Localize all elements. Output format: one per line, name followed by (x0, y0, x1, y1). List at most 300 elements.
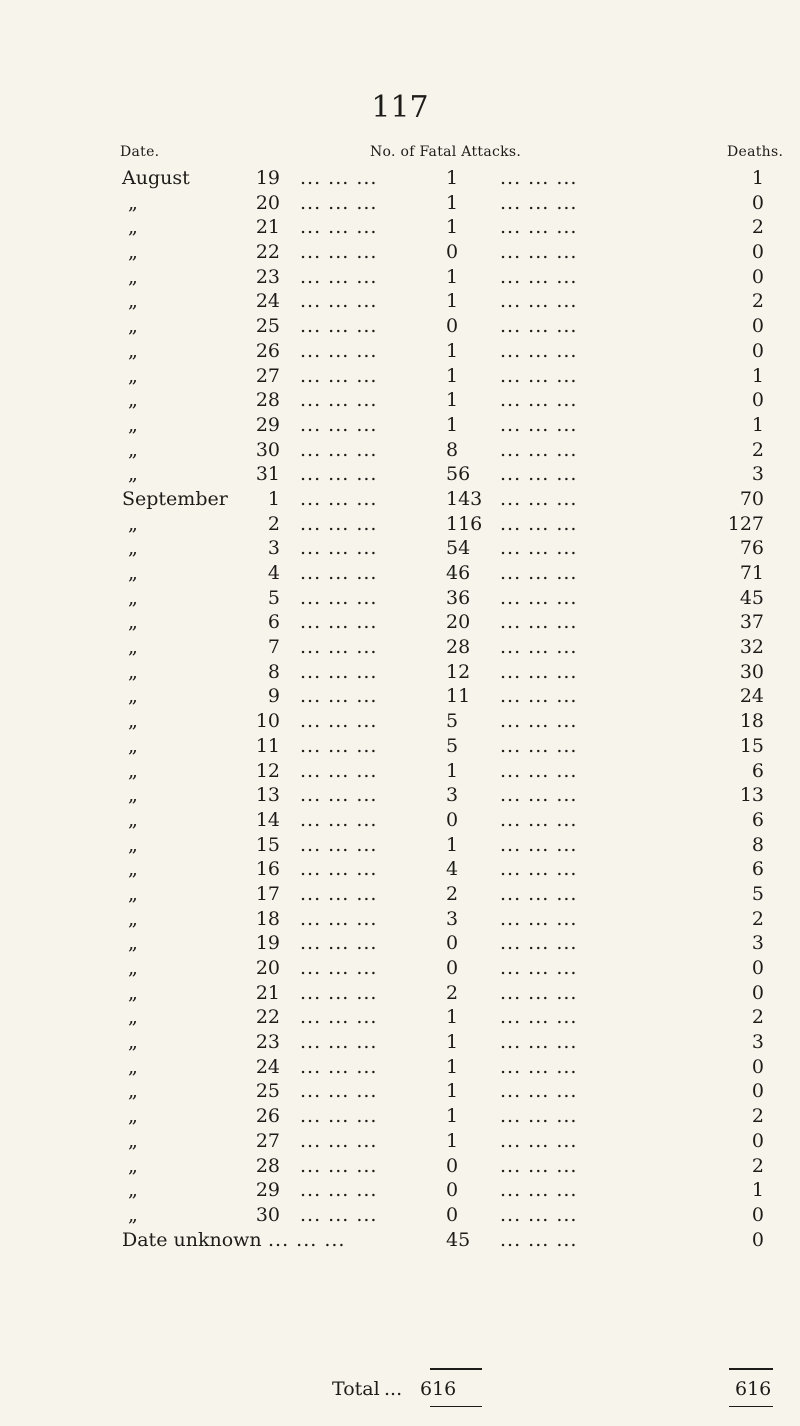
table-row (0, 462, 800, 487)
leader-dots: ... ... ... (300, 660, 378, 683)
leader-dots: ... ... ... (300, 1154, 378, 1177)
leader-dots: ... ... ... (300, 167, 378, 189)
leader-dots: ... ... ... (500, 1031, 578, 1054)
table-row (0, 191, 800, 216)
row-attacks: 1 (446, 339, 459, 362)
ditto-mark: „ (128, 685, 138, 708)
row-day: 26 (255, 339, 280, 362)
leader-dots: ... ... ... (300, 957, 378, 979)
row-deaths: 18 (739, 710, 764, 733)
leader-dots: ... ... ... (300, 216, 378, 239)
row-attacks: 3 (446, 784, 459, 807)
leader-dots: ... ... ... (500, 537, 578, 560)
leader-dots: ... ... ... (300, 1080, 378, 1103)
ditto-mark: „ (128, 413, 138, 436)
row-deaths: 0 (751, 191, 764, 214)
row-deaths: 127 (727, 512, 764, 535)
row-deaths: 8 (751, 833, 764, 856)
ditto-mark: „ (128, 858, 138, 881)
ditto-mark: „ (128, 290, 138, 313)
row-deaths: 13 (739, 784, 764, 807)
leader-dots: ... ... ... (500, 1179, 578, 1202)
row-day: 7 (267, 636, 280, 659)
leader-dots: ... ... ... (500, 339, 578, 362)
ditto-mark: „ (128, 315, 138, 338)
leader-dots: ... ... ... (500, 1055, 578, 1078)
ditto-mark: „ (128, 191, 138, 214)
row-attacks: 1 (446, 290, 459, 313)
table-row (0, 931, 800, 956)
row-day: 28 (255, 389, 280, 412)
row-attacks: 2 (446, 882, 459, 905)
leader-dots: ... ... ... (500, 882, 578, 905)
row-deaths: 2 (751, 216, 764, 239)
leader-dots: ... ... ... (300, 389, 378, 412)
leader-dots: ... ... ... (300, 290, 378, 313)
row-deaths: 24 (739, 685, 764, 708)
row-day: 22 (255, 1006, 280, 1029)
ditto-mark: „ (128, 907, 138, 930)
table-row (0, 907, 800, 932)
row-deaths: 0 (751, 265, 764, 288)
ditto-mark: „ (128, 1105, 138, 1128)
row-day: 23 (255, 1031, 280, 1054)
leader-dots: ... ... ... (500, 1105, 578, 1128)
header-attacks: No. of Fatal Attacks. (370, 144, 522, 160)
leader-dots: ... ... ... (500, 191, 578, 214)
leader-dots: ... ... ... (500, 932, 578, 955)
ditto-mark: „ (128, 611, 138, 634)
row-deaths: 2 (751, 907, 764, 930)
row-deaths: 2 (751, 290, 764, 313)
row-day: 22 (255, 241, 280, 264)
table-row (0, 561, 800, 586)
table-row (0, 215, 800, 240)
row-attacks: 1 (446, 389, 459, 412)
table-row (0, 734, 800, 759)
leader-dots: ... ... ... (500, 364, 578, 387)
leader-dots: ... ... ... (500, 660, 578, 683)
row-day: 1 (267, 487, 280, 510)
leader-dots: ... ... ... (500, 265, 578, 288)
table-row (0, 660, 800, 685)
ditto-mark: „ (128, 1203, 138, 1226)
row-day: 11 (255, 734, 280, 757)
leader-dots: ... ... ... (500, 167, 578, 189)
ditto-mark: „ (128, 932, 138, 955)
ditto-mark: „ (128, 734, 138, 757)
leader-dots: ... ... ... (300, 636, 378, 659)
row-day: 10 (255, 710, 280, 733)
ditto-mark: „ (128, 833, 138, 856)
row-day: 2 (267, 512, 280, 535)
row-deaths: 3 (751, 932, 764, 955)
row-attacks: 0 (446, 932, 459, 955)
table-row (0, 833, 800, 858)
table-row (0, 1154, 800, 1179)
leader-dots: ... ... ... (300, 487, 378, 510)
leader-dots: ... ... ... (500, 907, 578, 930)
row-deaths: 0 (751, 1203, 764, 1226)
row-attacks: 143 (446, 487, 483, 510)
leader-dots: ... ... ... (500, 512, 578, 535)
row-attacks: 5 (446, 710, 459, 733)
leader-dots: ... ... ... (500, 290, 578, 313)
row-attacks: 1 (446, 1031, 459, 1054)
leader-dots: ... ... ... (300, 438, 378, 461)
row-deaths: 0 (751, 1129, 764, 1152)
leader-dots: ... ... ... (300, 882, 378, 905)
leader-dots: ... ... ... (500, 1228, 578, 1251)
row-deaths: 1 (751, 364, 764, 387)
row-attacks: 8 (446, 438, 459, 461)
row-attacks: 5 (446, 734, 459, 757)
row-deaths: 32 (739, 636, 764, 659)
row-day: 24 (255, 1055, 280, 1078)
row-deaths: 1 (751, 167, 764, 189)
ditto-mark: „ (128, 586, 138, 609)
row-day: 28 (255, 1154, 280, 1177)
ditto-mark: „ (128, 562, 138, 584)
leader-dots: ... ... ... (300, 1105, 378, 1128)
row-day: 29 (255, 413, 280, 436)
row-deaths: 5 (751, 882, 764, 905)
leader-dots: ... ... ... (500, 858, 578, 881)
ditto-mark: „ (128, 1179, 138, 1202)
row-deaths: 71 (739, 562, 764, 584)
leader-dots: ... ... ... (300, 586, 378, 609)
row-deaths: 0 (751, 389, 764, 412)
table-row (0, 289, 800, 314)
row-month: August (122, 167, 190, 189)
table-row (0, 783, 800, 808)
table-row (0, 1005, 800, 1030)
ditto-mark: „ (128, 265, 138, 288)
ditto-mark: „ (128, 981, 138, 1004)
row-attacks: 2 (446, 981, 459, 1004)
leader-dots: ... ... ... (300, 1006, 378, 1029)
leader-dots: ... ... ... (300, 1179, 378, 1202)
leader-dots: ... ... ... (500, 710, 578, 733)
ditto-mark: „ (128, 660, 138, 683)
ditto-mark: „ (128, 759, 138, 782)
row-deaths: 3 (751, 463, 764, 486)
leader-dots: ... ... ... (500, 389, 578, 412)
leader-dots: ... ... ... (500, 487, 578, 510)
row-attacks: 1 (446, 1006, 459, 1029)
ditto-mark: „ (128, 882, 138, 905)
leader-dots: ... ... ... (300, 191, 378, 214)
table-row (0, 536, 800, 561)
ditto-mark: „ (128, 339, 138, 362)
row-day: 27 (255, 364, 280, 387)
row-day: 21 (255, 981, 280, 1004)
ditto-mark: „ (128, 1006, 138, 1029)
leader-dots: ... ... ... (300, 463, 378, 486)
row-day: 17 (255, 882, 280, 905)
row-day: 9 (267, 685, 280, 708)
row-deaths: 37 (739, 611, 764, 634)
leader-dots: ... ... ... (500, 784, 578, 807)
total-leader-dots: ... (384, 1378, 403, 1400)
row-deaths: 2 (751, 1006, 764, 1029)
ditto-mark: „ (128, 1031, 138, 1054)
leader-dots: ... ... ... (300, 339, 378, 362)
ditto-mark: „ (128, 512, 138, 535)
row-deaths: 0 (751, 1080, 764, 1103)
row-day: 16 (255, 858, 280, 881)
row-deaths: 45 (739, 586, 764, 609)
ditto-mark: „ (128, 1055, 138, 1078)
row-attacks: 116 (446, 512, 483, 535)
row-attacks: 1 (446, 1105, 459, 1128)
leader-dots: ... ... ... (300, 710, 378, 733)
table-row (0, 1129, 800, 1154)
row-day: 31 (255, 463, 280, 486)
attacks-double-rule (430, 1406, 482, 1407)
row-deaths: 0 (751, 315, 764, 338)
row-day: 4 (267, 562, 280, 584)
ditto-mark: „ (128, 784, 138, 807)
total-deaths: 616 (735, 1378, 772, 1400)
row-month: September (122, 487, 228, 510)
row-attacks: 12 (446, 660, 471, 683)
row-day: 15 (255, 833, 280, 856)
row-attacks: 3 (446, 907, 459, 930)
row-attacks: 1 (446, 191, 459, 214)
row-deaths: 0 (751, 981, 764, 1004)
row-day: 25 (255, 1080, 280, 1103)
row-deaths: 30 (739, 660, 764, 683)
row-day: 20 (255, 191, 280, 214)
leader-dots: ... ... ... (500, 1203, 578, 1226)
leader-dots: ... ... ... (500, 241, 578, 264)
row-deaths: 2 (751, 1154, 764, 1177)
row-attacks: 1 (446, 413, 459, 436)
row-deaths: 6 (751, 808, 764, 831)
leader-dots: ... ... ... (500, 981, 578, 1004)
table-row (0, 438, 800, 463)
table-row (0, 240, 800, 265)
row-day: 19 (255, 932, 280, 955)
table-row (0, 339, 800, 364)
row-attacks: 20 (446, 611, 471, 634)
table-row (0, 166, 800, 191)
row-attacks: 46 (446, 562, 471, 584)
leader-dots: ... ... ... (500, 1129, 578, 1152)
row-attacks: 0 (446, 1203, 459, 1226)
row-attacks: 1 (446, 216, 459, 239)
mortality-table (0, 166, 800, 1252)
row-deaths: 0 (751, 339, 764, 362)
row-deaths: 0 (751, 1055, 764, 1078)
row-month: Date unknown (122, 1228, 262, 1251)
row-attacks: 45 (446, 1228, 471, 1251)
ditto-mark: „ (128, 1129, 138, 1152)
row-day: 19 (255, 167, 280, 189)
leader-dots: ... ... ... (500, 586, 578, 609)
row-day: 21 (255, 216, 280, 239)
leader-dots: ... ... ... (500, 413, 578, 436)
ditto-mark: „ (128, 438, 138, 461)
leader-dots: ... ... ... (300, 808, 378, 831)
table-row (0, 364, 800, 389)
ditto-mark: „ (128, 389, 138, 412)
table-row (0, 981, 800, 1006)
ditto-mark: „ (128, 636, 138, 659)
total-label: Total (332, 1378, 380, 1400)
row-day: 8 (267, 660, 280, 683)
header-date: Date. (120, 144, 160, 160)
table-row (0, 882, 800, 907)
row-day: 26 (255, 1105, 280, 1128)
row-day: 20 (255, 957, 280, 979)
table-row (0, 586, 800, 611)
row-attacks: 1 (446, 1055, 459, 1078)
leader-dots: ... ... ... (500, 734, 578, 757)
leader-dots: ... ... ... (300, 315, 378, 338)
leader-dots: ... ... ... (500, 1006, 578, 1029)
row-day: 30 (255, 438, 280, 461)
leader-dots: ... ... ... (500, 1080, 578, 1103)
row-day: 12 (255, 759, 280, 782)
table-row (0, 610, 800, 635)
row-deaths: 76 (739, 537, 764, 560)
table-row (0, 413, 800, 438)
table-row (0, 265, 800, 290)
leader-dots: ... ... ... (300, 734, 378, 757)
ditto-mark: „ (128, 463, 138, 486)
leader-dots: ... ... ... (500, 636, 578, 659)
row-deaths: 1 (751, 1179, 764, 1202)
table-row (0, 1228, 800, 1253)
deaths-double-rule (729, 1406, 773, 1407)
table-row (0, 635, 800, 660)
leader-dots: ... ... ... (300, 413, 378, 436)
row-day: 3 (267, 537, 280, 560)
leader-dots: ... ... ... (500, 562, 578, 584)
row-attacks: 0 (446, 241, 459, 264)
leader-dots: ... ... ... (500, 759, 578, 782)
leader-dots: ... ... ... (300, 759, 378, 782)
leader-dots: ... ... ... (268, 1228, 346, 1251)
leader-dots: ... ... ... (500, 611, 578, 634)
row-attacks: 56 (446, 463, 471, 486)
table-row (0, 388, 800, 413)
leader-dots: ... ... ... (500, 808, 578, 831)
total-attacks: 616 (420, 1378, 457, 1400)
leader-dots: ... ... ... (300, 512, 378, 535)
leader-dots: ... ... ... (300, 685, 378, 708)
leader-dots: ... ... ... (300, 981, 378, 1004)
row-attacks: 0 (446, 1179, 459, 1202)
row-attacks: 1 (446, 167, 459, 189)
row-deaths: 0 (751, 1228, 764, 1251)
table-row (0, 709, 800, 734)
row-day: 23 (255, 265, 280, 288)
row-attacks: 0 (446, 315, 459, 338)
leader-dots: ... ... ... (500, 957, 578, 979)
ditto-mark: „ (128, 364, 138, 387)
row-attacks: 1 (446, 1080, 459, 1103)
row-attacks: 1 (446, 759, 459, 782)
ditto-mark: „ (128, 1080, 138, 1103)
row-day: 18 (255, 907, 280, 930)
row-attacks: 0 (446, 808, 459, 831)
table-row (0, 1178, 800, 1203)
row-attacks: 28 (446, 636, 471, 659)
table-row (0, 487, 800, 512)
leader-dots: ... ... ... (300, 265, 378, 288)
table-row (0, 759, 800, 784)
row-deaths: 2 (751, 438, 764, 461)
leader-dots: ... ... ... (300, 562, 378, 584)
row-attacks: 1 (446, 265, 459, 288)
table-row (0, 1030, 800, 1055)
row-deaths: 3 (751, 1031, 764, 1054)
leader-dots: ... ... ... (300, 784, 378, 807)
header-deaths: Deaths. (727, 144, 784, 160)
row-day: 6 (267, 611, 280, 634)
leader-dots: ... ... ... (500, 833, 578, 856)
row-day: 5 (267, 586, 280, 609)
leader-dots: ... ... ... (500, 685, 578, 708)
deaths-total-rule (729, 1368, 773, 1370)
leader-dots: ... ... ... (500, 438, 578, 461)
row-day: 29 (255, 1179, 280, 1202)
row-day: 13 (255, 784, 280, 807)
table-row (0, 808, 800, 833)
ditto-mark: „ (128, 537, 138, 560)
ditto-mark: „ (128, 957, 138, 979)
table-row (0, 512, 800, 537)
row-attacks: 36 (446, 586, 471, 609)
table-row (0, 956, 800, 981)
row-deaths: 0 (751, 957, 764, 979)
ditto-mark: „ (128, 216, 138, 239)
leader-dots: ... ... ... (300, 1203, 378, 1226)
table-row (0, 1079, 800, 1104)
leader-dots: ... ... ... (300, 907, 378, 930)
row-day: 14 (255, 808, 280, 831)
leader-dots: ... ... ... (300, 1031, 378, 1054)
leader-dots: ... ... ... (500, 315, 578, 338)
row-deaths: 15 (739, 734, 764, 757)
table-row (0, 684, 800, 709)
leader-dots: ... ... ... (500, 216, 578, 239)
row-attacks: 0 (446, 1154, 459, 1177)
leader-dots: ... ... ... (300, 364, 378, 387)
table-row (0, 857, 800, 882)
row-attacks: 1 (446, 1129, 459, 1152)
row-day: 30 (255, 1203, 280, 1226)
leader-dots: ... ... ... (300, 833, 378, 856)
table-row (0, 1203, 800, 1228)
row-day: 27 (255, 1129, 280, 1152)
leader-dots: ... ... ... (300, 858, 378, 881)
row-attacks: 1 (446, 364, 459, 387)
leader-dots: ... ... ... (300, 1055, 378, 1078)
row-attacks: 11 (446, 685, 471, 708)
leader-dots: ... ... ... (500, 1154, 578, 1177)
page-number: 117 (371, 90, 429, 125)
ditto-mark: „ (128, 241, 138, 264)
row-deaths: 2 (751, 1105, 764, 1128)
leader-dots: ... ... ... (300, 611, 378, 634)
ditto-mark: „ (128, 1154, 138, 1177)
leader-dots: ... ... ... (300, 932, 378, 955)
row-deaths: 1 (751, 413, 764, 436)
